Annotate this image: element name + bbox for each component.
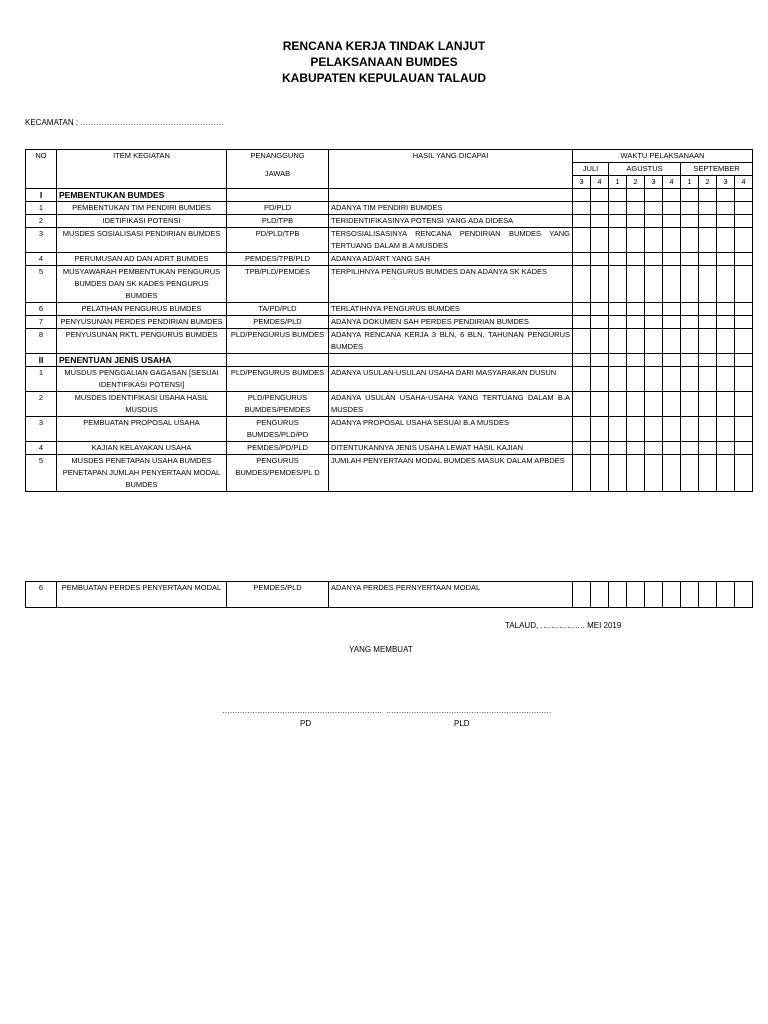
header-month-september: SEPTEMBER bbox=[681, 163, 753, 176]
week-cell bbox=[663, 329, 681, 354]
row-pj: PLD/PENGURUS BUMDES bbox=[227, 367, 329, 392]
row-hasil: TERPILIHNYA PENGURUS BUMDES DAN ADANYA SK KADES bbox=[329, 266, 573, 303]
header-week: 1 bbox=[681, 176, 699, 189]
week-cell bbox=[645, 253, 663, 266]
week-cell bbox=[699, 253, 717, 266]
week-cell bbox=[573, 392, 591, 417]
week-cell bbox=[627, 266, 645, 303]
week-cell bbox=[591, 367, 609, 392]
week-cell bbox=[609, 354, 627, 367]
row-hasil: TERIDENTIFIKASINYA POTENSI YANG ADA DIDESA bbox=[329, 215, 573, 228]
week-cell bbox=[735, 228, 753, 253]
week-cell bbox=[645, 228, 663, 253]
week-cell bbox=[717, 417, 735, 442]
week-cell bbox=[735, 417, 753, 442]
row-item: PEMBUATAN PERDES PENYERTAAN MODAL bbox=[57, 582, 227, 608]
week-cell bbox=[699, 215, 717, 228]
header-month-juli: JULI bbox=[573, 163, 609, 176]
row-pj: PLD/PENGURUS BUMDES bbox=[227, 329, 329, 354]
week-cell bbox=[591, 582, 609, 608]
section-hasil-empty bbox=[329, 189, 573, 202]
week-cell bbox=[735, 189, 753, 202]
week-cell bbox=[663, 202, 681, 215]
row-hasil: ADANYA TIM PENDIRI BUMDES bbox=[329, 202, 573, 215]
week-cell bbox=[717, 392, 735, 417]
row-pj: PLD/TPB bbox=[227, 215, 329, 228]
section-pj-empty bbox=[227, 354, 329, 367]
week-cell bbox=[663, 582, 681, 608]
week-cell bbox=[573, 367, 591, 392]
table-row bbox=[26, 392, 753, 417]
week-cell bbox=[735, 215, 753, 228]
row-hasil: ADANYA USULAN-USULAN USAHA DARI MASYARAKAN DUSUN bbox=[329, 367, 573, 392]
week-cell bbox=[717, 354, 735, 367]
week-cell bbox=[717, 215, 735, 228]
week-cell bbox=[681, 354, 699, 367]
continuation-table bbox=[25, 581, 753, 608]
week-cell bbox=[663, 392, 681, 417]
row-pj: PD/PLD/TPB bbox=[227, 228, 329, 253]
week-cell bbox=[717, 367, 735, 392]
week-cell bbox=[591, 189, 609, 202]
row-hasil: ADANYA DOKUMEN SAH PERDES PENDIRIAN BUMDES bbox=[329, 316, 573, 329]
header-week: 3 bbox=[645, 176, 663, 189]
row-no: 7 bbox=[26, 316, 57, 329]
week-cell bbox=[609, 455, 627, 492]
week-cell bbox=[717, 329, 735, 354]
week-cell bbox=[699, 367, 717, 392]
week-cell bbox=[717, 442, 735, 455]
table-row bbox=[26, 367, 753, 392]
week-cell bbox=[627, 215, 645, 228]
week-cell bbox=[609, 253, 627, 266]
week-cell bbox=[609, 442, 627, 455]
week-cell bbox=[645, 417, 663, 442]
section-no: I bbox=[26, 189, 57, 202]
week-cell bbox=[627, 253, 645, 266]
week-cell bbox=[699, 329, 717, 354]
week-cell bbox=[627, 582, 645, 608]
week-cell bbox=[609, 215, 627, 228]
row-no: 6 bbox=[26, 303, 57, 316]
week-cell bbox=[735, 266, 753, 303]
week-cell bbox=[717, 228, 735, 253]
row-item: MUSYAWARAH PEMBENTUKAN PENGURUS BUMDES DAN SK KADES PENGURUS BUMDES bbox=[57, 266, 227, 303]
week-cell bbox=[609, 202, 627, 215]
header-waktu: WAKTU PELAKSANAAN bbox=[573, 150, 753, 163]
row-hasil: ADANYA AD/ART YANG SAH bbox=[329, 253, 573, 266]
table-row bbox=[26, 582, 753, 608]
week-cell bbox=[627, 228, 645, 253]
header-item: ITEM KEGIATAN bbox=[57, 150, 227, 189]
week-cell bbox=[627, 367, 645, 392]
row-item: PELATIHAN PENGURUS BUMDES bbox=[57, 303, 227, 316]
table-row bbox=[26, 455, 753, 492]
title-line-3: KABUPATEN KEPULAUAN TALAUD bbox=[282, 71, 486, 85]
row-hasil: DITENTUKANNYA JENIS USAHA LEWAT HASIL KAJIAN bbox=[329, 442, 573, 455]
table-row bbox=[26, 329, 753, 354]
row-no: 4 bbox=[26, 442, 57, 455]
row-item: MUSDES IDENTIFIKASI USAHA HASIL MUSDUS bbox=[57, 392, 227, 417]
week-cell bbox=[663, 266, 681, 303]
week-cell bbox=[645, 392, 663, 417]
document-title bbox=[0, 38, 768, 86]
week-cell bbox=[627, 329, 645, 354]
week-cell bbox=[681, 253, 699, 266]
row-no: 5 bbox=[26, 455, 57, 492]
week-cell bbox=[717, 303, 735, 316]
week-cell bbox=[681, 582, 699, 608]
work-plan-table bbox=[25, 149, 753, 492]
week-cell bbox=[663, 316, 681, 329]
week-cell bbox=[735, 253, 753, 266]
week-cell bbox=[699, 228, 717, 253]
row-pj: PEMDES/TPB/PLD bbox=[227, 253, 329, 266]
week-cell bbox=[663, 303, 681, 316]
row-item: MUSDES SOSIALISASI PENDIRIAN BUMDES bbox=[57, 228, 227, 253]
week-cell bbox=[609, 329, 627, 354]
row-pj: PLD/PENGURUS BUMDES/PEMDES bbox=[227, 392, 329, 417]
week-cell bbox=[645, 367, 663, 392]
section-title: PENENTUAN JENIS USAHA bbox=[57, 354, 227, 367]
week-cell bbox=[681, 417, 699, 442]
header-hasil: HASIL YANG DICAPAI bbox=[329, 150, 573, 189]
week-cell bbox=[699, 189, 717, 202]
week-cell bbox=[699, 392, 717, 417]
row-hasil: TERSOSIALISASINYA RENCANA PENDIRIAN BUMDES YANG TERTUANG DALAM B.A MUSDES bbox=[329, 228, 573, 253]
section-row bbox=[26, 189, 753, 202]
week-cell bbox=[663, 417, 681, 442]
week-cell bbox=[735, 316, 753, 329]
week-cell bbox=[609, 228, 627, 253]
header-pj-line1: PENANGGUNG bbox=[250, 151, 305, 160]
row-no: 6 bbox=[26, 582, 57, 608]
week-cell bbox=[735, 367, 753, 392]
week-cell bbox=[681, 367, 699, 392]
header-week: 2 bbox=[627, 176, 645, 189]
week-cell bbox=[609, 189, 627, 202]
week-cell bbox=[717, 202, 735, 215]
week-cell bbox=[573, 354, 591, 367]
week-cell bbox=[735, 354, 753, 367]
week-cell bbox=[735, 202, 753, 215]
week-cell bbox=[627, 316, 645, 329]
row-no: 5 bbox=[26, 266, 57, 303]
week-cell bbox=[681, 316, 699, 329]
header-week: 4 bbox=[663, 176, 681, 189]
week-cell bbox=[645, 189, 663, 202]
week-cell bbox=[699, 417, 717, 442]
section-title: PEMBENTUKAN BUMDES bbox=[57, 189, 227, 202]
week-cell bbox=[717, 266, 735, 303]
week-cell bbox=[717, 316, 735, 329]
row-no: 4 bbox=[26, 253, 57, 266]
row-hasil: TERLATIHNYA PENGURUS BUMDES bbox=[329, 303, 573, 316]
section-pj-empty bbox=[227, 189, 329, 202]
week-cell bbox=[591, 316, 609, 329]
week-cell bbox=[573, 253, 591, 266]
week-cell bbox=[573, 455, 591, 492]
week-cell bbox=[663, 442, 681, 455]
header-week: 4 bbox=[735, 176, 753, 189]
week-cell bbox=[627, 303, 645, 316]
week-cell bbox=[663, 455, 681, 492]
row-item: PENYUSUNAN RKTL PENGURUS BUMDES bbox=[57, 329, 227, 354]
week-cell bbox=[609, 303, 627, 316]
header-pj-line2: JAWAB bbox=[264, 169, 291, 178]
week-cell bbox=[663, 215, 681, 228]
row-no: 8 bbox=[26, 329, 57, 354]
week-cell bbox=[735, 329, 753, 354]
yang-membuat: YANG MEMBUAT bbox=[349, 645, 413, 654]
title-line-1: RENCANA KERJA TINDAK LANJUT bbox=[282, 39, 486, 53]
week-cell bbox=[645, 202, 663, 215]
week-cell bbox=[573, 215, 591, 228]
section-row bbox=[26, 354, 753, 367]
week-cell bbox=[591, 303, 609, 316]
week-cell bbox=[699, 442, 717, 455]
week-cell bbox=[645, 582, 663, 608]
week-cell bbox=[573, 442, 591, 455]
week-cell bbox=[717, 582, 735, 608]
row-no: 3 bbox=[26, 228, 57, 253]
table-row bbox=[26, 202, 753, 215]
table-row bbox=[26, 253, 753, 266]
row-pj: TA/PD/PLD bbox=[227, 303, 329, 316]
week-cell bbox=[717, 253, 735, 266]
row-item: PENYUSUNAN PERDES PENDIRIAN BUMDES bbox=[57, 316, 227, 329]
week-cell bbox=[573, 316, 591, 329]
week-cell bbox=[627, 202, 645, 215]
week-cell bbox=[627, 442, 645, 455]
row-item: KAJIAN KELAYAKAN USAHA bbox=[57, 442, 227, 455]
row-pj: PENGURUS BUMDES/PEMDES/PL D bbox=[227, 455, 329, 492]
week-cell bbox=[681, 392, 699, 417]
week-cell bbox=[735, 582, 753, 608]
header-week: 1 bbox=[609, 176, 627, 189]
header-week: 3 bbox=[573, 176, 591, 189]
week-cell bbox=[591, 442, 609, 455]
header-week: 4 bbox=[591, 176, 609, 189]
week-cell bbox=[699, 354, 717, 367]
week-cell bbox=[573, 417, 591, 442]
row-hasil: ADANYA USULAN USAHA-USAHA YANG TERTUANG DALAM B.A MUSDES bbox=[329, 392, 573, 417]
header-pj bbox=[227, 150, 329, 189]
week-cell bbox=[591, 392, 609, 417]
week-cell bbox=[627, 455, 645, 492]
week-cell bbox=[573, 266, 591, 303]
row-pj: TPB/PLD/PEMDES bbox=[227, 266, 329, 303]
week-cell bbox=[645, 266, 663, 303]
header-week: 3 bbox=[717, 176, 735, 189]
week-cell bbox=[735, 442, 753, 455]
week-cell bbox=[573, 303, 591, 316]
row-hasil: ADANYA PROPOSAL USAHA SESUAI B.A MUSDES bbox=[329, 417, 573, 442]
row-pj: PEMDES/PD/PLD bbox=[227, 442, 329, 455]
week-cell bbox=[663, 367, 681, 392]
week-cell bbox=[735, 303, 753, 316]
week-cell bbox=[681, 215, 699, 228]
kecamatan-field: KECAMATAN ; ……………………………………………… bbox=[25, 118, 225, 127]
header-week: 2 bbox=[699, 176, 717, 189]
section-no: II bbox=[26, 354, 57, 367]
week-cell bbox=[591, 215, 609, 228]
row-pj: PENGURUS BUMDES/PLD/PD bbox=[227, 417, 329, 442]
week-cell bbox=[645, 303, 663, 316]
table-row bbox=[26, 215, 753, 228]
row-pj: PD/PLD bbox=[227, 202, 329, 215]
week-cell bbox=[681, 189, 699, 202]
week-cell bbox=[645, 455, 663, 492]
row-no: 3 bbox=[26, 417, 57, 442]
week-cell bbox=[627, 189, 645, 202]
table-row bbox=[26, 417, 753, 442]
row-item: MUSDES PENETAPAN USAHA BUMDES PENETAPAN JUMLAH PENYERTAAN MODAL BUMDES bbox=[57, 455, 227, 492]
week-cell bbox=[645, 316, 663, 329]
row-item: PEMBENTUKAN TIM PENDIRI BUMDES bbox=[57, 202, 227, 215]
week-cell bbox=[591, 253, 609, 266]
row-pj: PEMDES/PLD bbox=[227, 316, 329, 329]
row-hasil: ADANYA RENCANA KERJA 3 BLN, 6 BLN, TAHUNAN PENGURUS BUMDES bbox=[329, 329, 573, 354]
week-cell bbox=[573, 189, 591, 202]
week-cell bbox=[681, 266, 699, 303]
week-cell bbox=[591, 417, 609, 442]
row-no: 2 bbox=[26, 392, 57, 417]
week-cell bbox=[735, 392, 753, 417]
week-cell bbox=[645, 215, 663, 228]
week-cell bbox=[717, 189, 735, 202]
week-cell bbox=[573, 228, 591, 253]
week-cell bbox=[573, 202, 591, 215]
row-no: 2 bbox=[26, 215, 57, 228]
week-cell bbox=[609, 582, 627, 608]
week-cell bbox=[609, 316, 627, 329]
table-row bbox=[26, 266, 753, 303]
header-no: NO bbox=[26, 150, 57, 189]
week-cell bbox=[663, 228, 681, 253]
row-item: PERUMUSAN AD DAN ADRT BUMDES bbox=[57, 253, 227, 266]
week-cell bbox=[663, 189, 681, 202]
week-cell bbox=[699, 266, 717, 303]
row-hasil: JUMLAH PENYERTAAN MODAL BUMDES MASUK DALAM APBDES bbox=[329, 455, 573, 492]
week-cell bbox=[681, 228, 699, 253]
row-no: 1 bbox=[26, 202, 57, 215]
week-cell bbox=[591, 329, 609, 354]
row-hasil: ADANYA PERDES PERNYERTAAN MODAL bbox=[329, 582, 573, 608]
week-cell bbox=[699, 455, 717, 492]
week-cell bbox=[699, 316, 717, 329]
week-cell bbox=[681, 202, 699, 215]
week-cell bbox=[681, 442, 699, 455]
week-cell bbox=[591, 455, 609, 492]
title-line-2: PELAKSANAAN BUMDES bbox=[310, 55, 458, 69]
week-cell bbox=[645, 354, 663, 367]
week-cell bbox=[663, 354, 681, 367]
week-cell bbox=[717, 455, 735, 492]
week-cell bbox=[645, 442, 663, 455]
signature-line-pld: ………………………………………………………… bbox=[386, 706, 551, 715]
week-cell bbox=[663, 253, 681, 266]
week-cell bbox=[681, 455, 699, 492]
table-row bbox=[26, 442, 753, 455]
week-cell bbox=[609, 367, 627, 392]
row-item: PEMBUATAN PROPOSAL USAHA bbox=[57, 417, 227, 442]
signer-pld: PLD bbox=[454, 719, 470, 728]
week-cell bbox=[609, 417, 627, 442]
section-hasil-empty bbox=[329, 354, 573, 367]
week-cell bbox=[699, 303, 717, 316]
table-row bbox=[26, 228, 753, 253]
week-cell bbox=[591, 202, 609, 215]
week-cell bbox=[699, 202, 717, 215]
week-cell bbox=[591, 228, 609, 253]
week-cell bbox=[591, 266, 609, 303]
week-cell bbox=[735, 455, 753, 492]
signature-line-pd: ………………………………………………………. bbox=[222, 706, 382, 715]
row-item: MUSDUS PENGGALIAN GAGASAN [SESUAI IDENTIFIKASI POTENSI] bbox=[57, 367, 227, 392]
place-date: TALAUD, …………….. MEI 2019 bbox=[505, 621, 622, 630]
week-cell bbox=[609, 392, 627, 417]
table-row bbox=[26, 316, 753, 329]
week-cell bbox=[681, 329, 699, 354]
week-cell bbox=[573, 329, 591, 354]
week-cell bbox=[609, 266, 627, 303]
signer-pd: PD bbox=[300, 719, 312, 728]
week-cell bbox=[681, 303, 699, 316]
week-cell bbox=[627, 417, 645, 442]
week-cell bbox=[699, 582, 717, 608]
week-cell bbox=[591, 354, 609, 367]
row-item: IDETIFIKASI POTENSI bbox=[57, 215, 227, 228]
row-no: 1 bbox=[26, 367, 57, 392]
week-cell bbox=[627, 354, 645, 367]
row-pj: PEMDES/PLD bbox=[227, 582, 329, 608]
week-cell bbox=[627, 392, 645, 417]
week-cell bbox=[573, 582, 591, 608]
table-row bbox=[26, 303, 753, 316]
week-cell bbox=[645, 329, 663, 354]
header-month-agustus: AGUSTUS bbox=[609, 163, 681, 176]
